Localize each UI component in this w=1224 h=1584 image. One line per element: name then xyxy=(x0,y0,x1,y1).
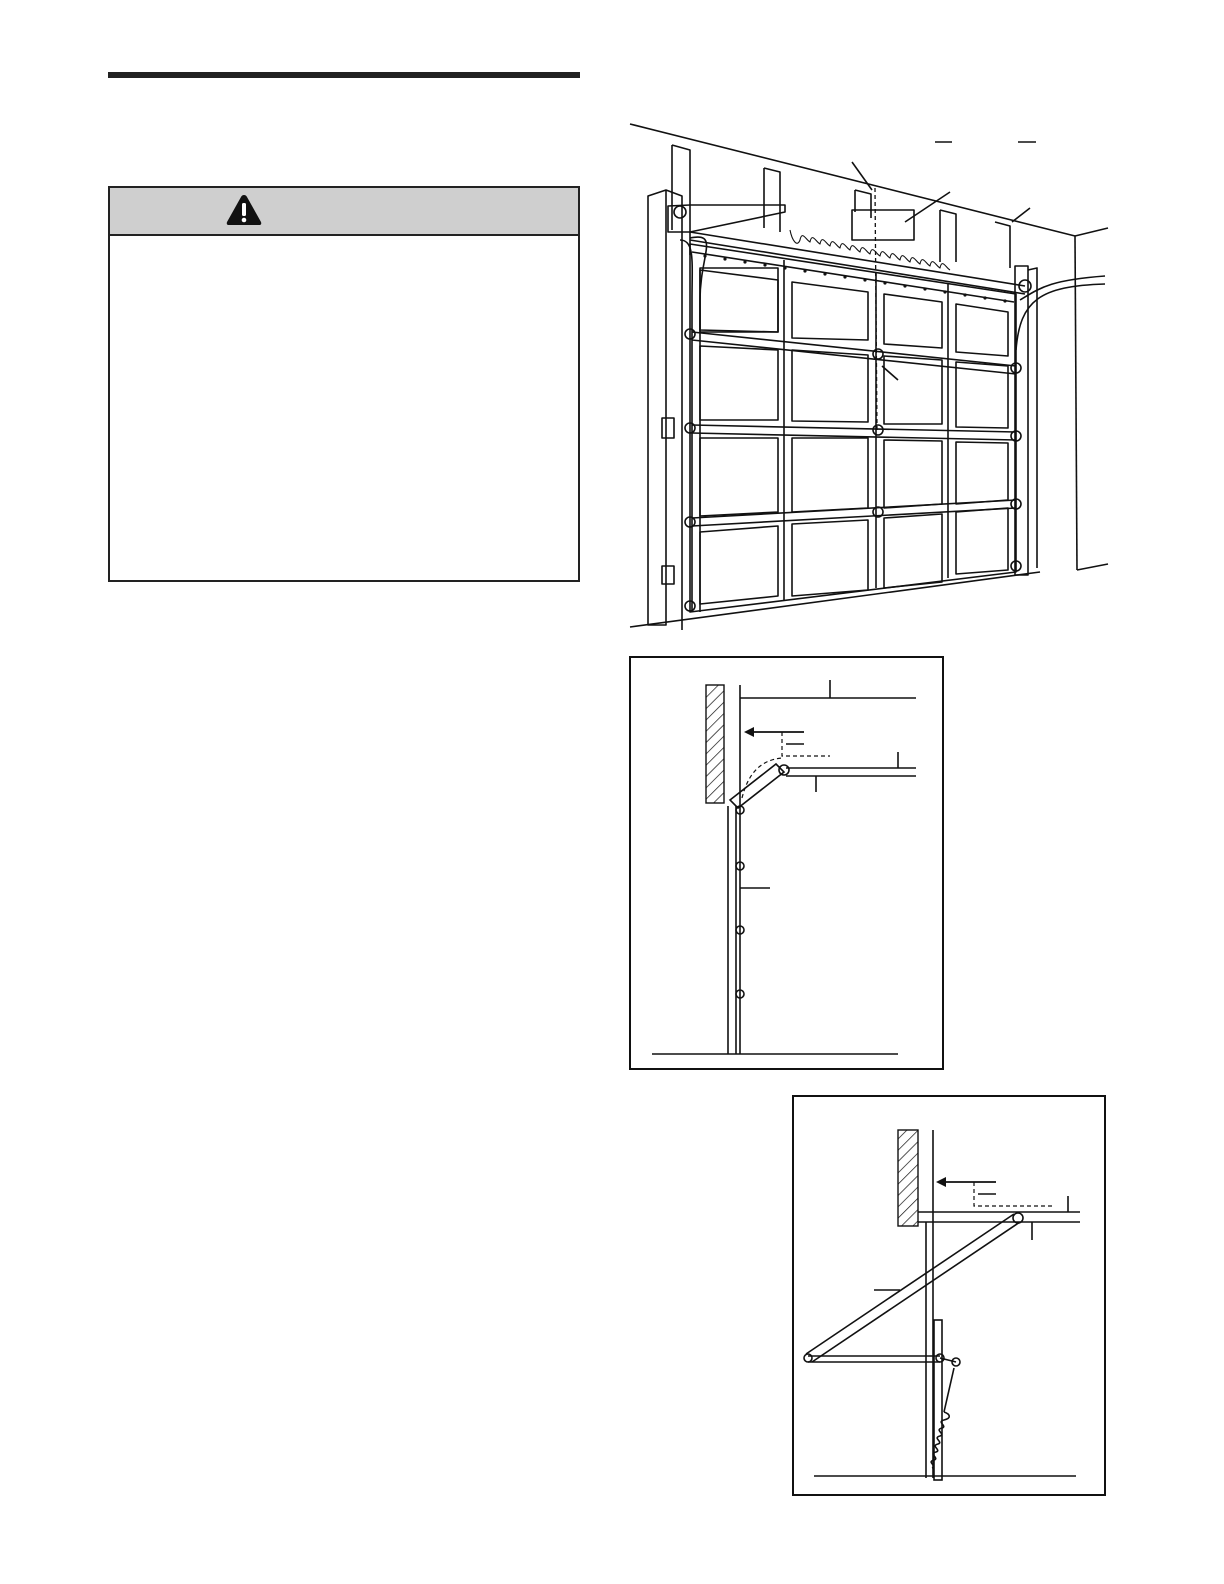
section-rule xyxy=(108,72,580,78)
one-piece-door-track-diagram xyxy=(790,1094,1108,1498)
warning-box xyxy=(108,186,580,582)
warning-triangle-icon xyxy=(226,194,262,226)
sectional-door-track-diagram xyxy=(628,655,946,1071)
warning-header xyxy=(110,188,578,236)
sectional-door-illustration xyxy=(628,118,1110,632)
